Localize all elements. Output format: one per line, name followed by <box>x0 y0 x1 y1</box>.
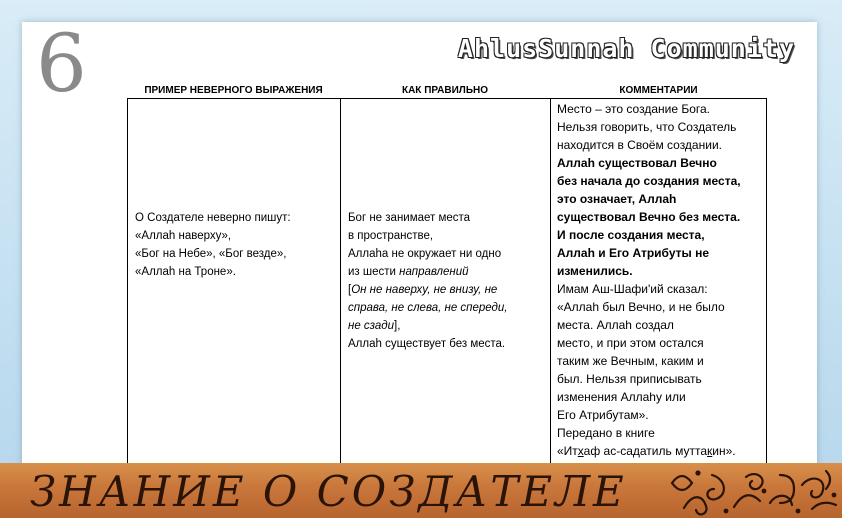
text-line: «Бог на Небе», «Бог везде», <box>135 248 287 260</box>
banner-title: ЗНАНИЕ О СОЗДАТЕЛЕ <box>30 467 627 516</box>
text-line <box>348 281 545 299</box>
text-span: ин». <box>712 444 736 458</box>
text-line: Бог не занимает места <box>348 212 471 224</box>
text-line: «Аллаh на Троне». <box>135 266 236 278</box>
column-correct-way <box>340 98 550 474</box>
header-comments: КОММЕНТАРИИ <box>619 85 698 96</box>
text-line-bold: существовал Вечно без места. <box>557 210 741 224</box>
text-line: был. Нельзя приписывать <box>557 372 702 386</box>
text-line-bold: без начала до создания места, <box>557 174 741 188</box>
text-line: место, и при этом остался <box>557 336 704 350</box>
text-line <box>348 317 545 335</box>
text-line <box>557 442 761 460</box>
wrong-expression-text <box>135 209 335 281</box>
header-correct-way: КАК ПРАВИЛЬНО <box>401 85 489 96</box>
text-span: из шести <box>348 266 400 278</box>
text-line-bold: И после создания места, <box>557 228 705 242</box>
text-span-underlined: х <box>577 444 584 458</box>
column-comments <box>550 98 767 474</box>
text-span: ], <box>394 320 401 332</box>
text-line: в пространстве, <box>348 230 434 242</box>
comparison-table <box>127 84 767 474</box>
text-line: «Аллаh наверху», <box>135 230 232 242</box>
text-line: изменения Аллаhу или <box>557 390 686 404</box>
text-line: «Аллаh был Вечно, и не было <box>557 300 725 314</box>
text-line: Имам Аш-Шафи'ий сказал: <box>557 282 708 296</box>
text-span-italic: Он не наверху, не внизу, не <box>351 284 498 296</box>
text-line: Передано в книге <box>557 426 655 440</box>
text-line: Аллаh существует без места. <box>348 338 506 350</box>
text-span: аф ас-садатиль мутта <box>583 444 708 458</box>
footer-banner <box>0 463 842 518</box>
text-line-bold: Аллаh существовал Вечно <box>557 156 717 170</box>
text-line: Нельзя говорить, что Создатель <box>557 120 737 134</box>
text-line: О Создателе неверно пишут: <box>135 212 291 224</box>
comments-text <box>557 100 761 460</box>
text-span: «Ит <box>557 444 578 458</box>
text-line-bold: Аллаh и Его Атрибуты не <box>557 246 710 260</box>
text-span-italic: не сзади <box>348 320 395 332</box>
text-line: таким же Вечным, каким и <box>557 354 704 368</box>
text-line: места. Аллаh создал <box>557 318 674 332</box>
header-wrong-expression: ПРИМЕР НЕВЕРНОГО ВЫРАЖЕНИЯ <box>144 85 323 96</box>
text-line: Место – это создание Бога. <box>557 102 711 116</box>
text-span-italic: направлений <box>399 266 469 278</box>
slide-number: 6 <box>36 22 87 110</box>
column-wrong-expression <box>127 98 340 474</box>
text-line <box>348 263 545 281</box>
text-line: Аллаhа не окружает ни одно <box>348 248 502 260</box>
ornament-icon <box>662 463 842 518</box>
correct-way-text <box>348 209 545 353</box>
text-span-underlined: к <box>707 444 713 458</box>
slide <box>22 22 817 474</box>
text-line: находится в Своём создании. <box>557 138 722 152</box>
brand-logo-text: AhlusSunnah Community <box>457 34 795 63</box>
text-line: Его Атрибутам». <box>557 408 649 422</box>
text-line-italic: справа, не слева, не спереди, <box>348 302 508 314</box>
text-line-bold: это означает, Аллаh <box>557 192 677 206</box>
text-span: [ <box>348 284 352 296</box>
text-line-bold: изменились. <box>557 264 633 278</box>
